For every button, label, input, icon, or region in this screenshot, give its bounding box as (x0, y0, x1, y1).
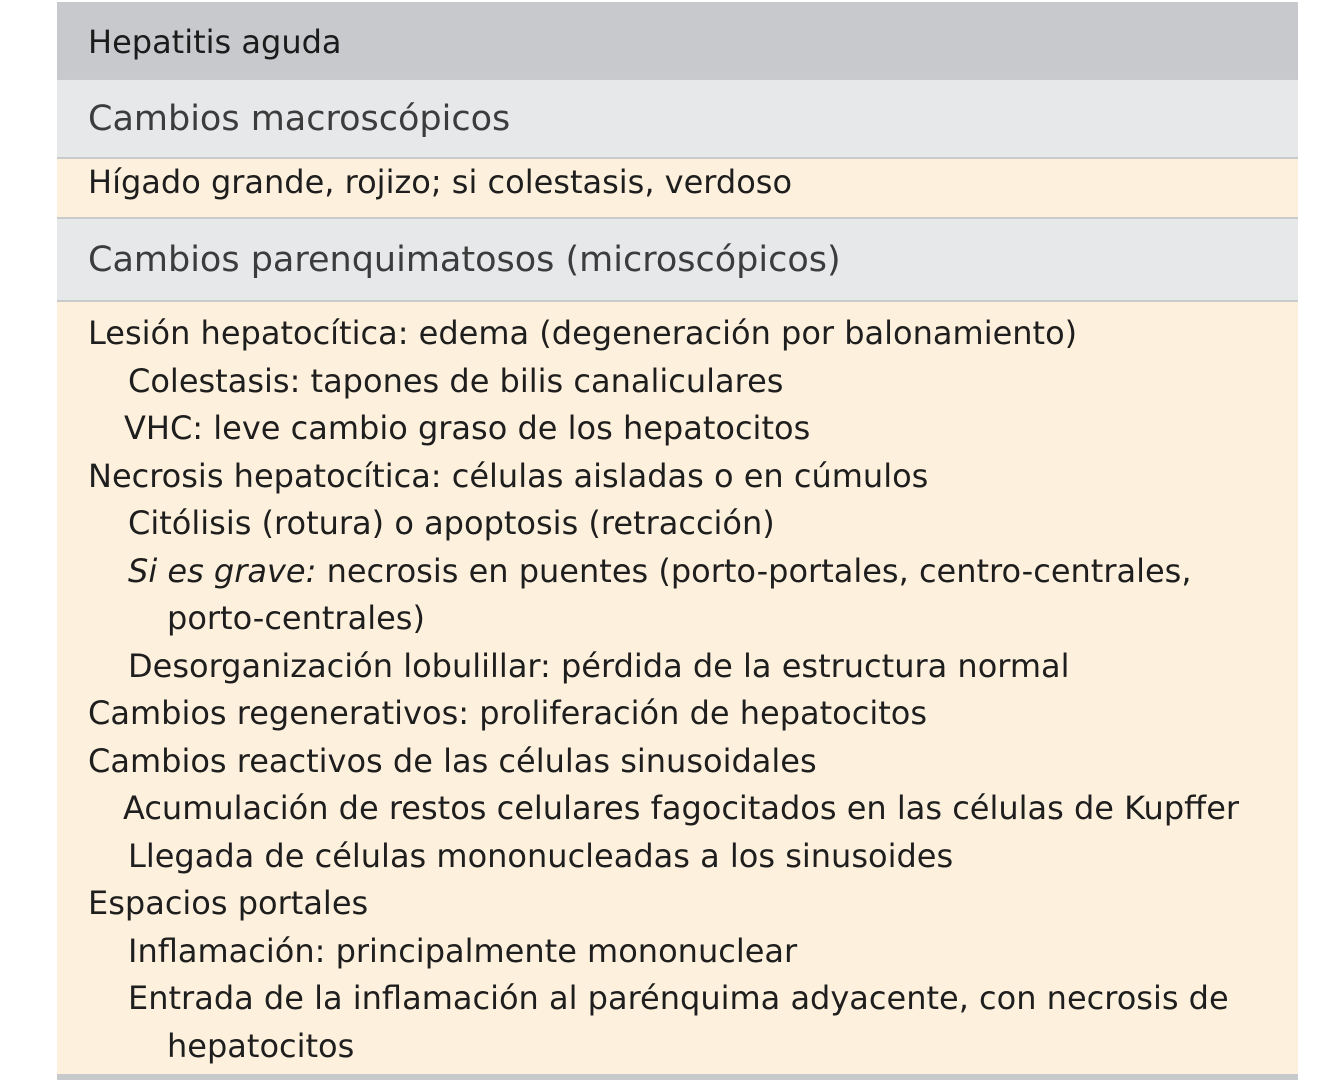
table-row: hepatocitos (167, 1026, 355, 1065)
table-row: Inflamación: principalmente mononuclear (128, 931, 798, 970)
table-row: porto-centrales) (167, 599, 425, 637)
table-row: Desorganización lobulillar: pérdida de la estructura normal (128, 646, 1070, 685)
table-row: Hígado grande, rojizo; si colestasis, verdoso (88, 163, 793, 201)
table-row: Acumulación de restos celulares fagocitados en las células de Kupffer (123, 789, 1240, 827)
table-row: Lesión hepatocítica: edema (degeneración por balonamiento) (88, 314, 1078, 352)
table-row: Llegada de células mononucleadas a los sinusoides (128, 836, 954, 875)
section-heading-macroscopic: Cambios macroscópicos (57, 79, 1298, 157)
bottom-rule (57, 1074, 1298, 1080)
section-heading-parenchymal: Cambios parenquimatosos (microscópicos) (57, 217, 1298, 300)
section-body-macroscopic (57, 157, 1298, 217)
table-row (88, 548, 1298, 596)
emphasis-label: Si es grave: (128, 551, 317, 590)
table-row: Cambios reactivos de las células sinusoidales (88, 741, 817, 780)
table-row: Necrosis hepatocítica: células aisladas o en cúmulos (88, 456, 929, 495)
row-text: necrosis en puentes (porto-portales, centro-centrales, (326, 551, 1192, 590)
table-title: Hepatitis aguda (57, 2, 1298, 79)
table-row: Cambios regenerativos: proliferación de hepatocitos (88, 694, 928, 732)
section-body-parenchymal (57, 300, 1298, 1074)
table-row: Entrada de la inflamación al parénquima adyacente, con necrosis de (128, 979, 1229, 1017)
table-row: Citólisis (rotura) o apoptosis (retracción) (128, 504, 775, 542)
hepatitis-table (57, 0, 1298, 1080)
table-row: VHC: leve cambio graso de los hepatocitos (124, 409, 811, 447)
table-row: Espacios portales (88, 884, 369, 922)
table-row: Colestasis: tapones de bilis canaliculares (128, 361, 784, 400)
